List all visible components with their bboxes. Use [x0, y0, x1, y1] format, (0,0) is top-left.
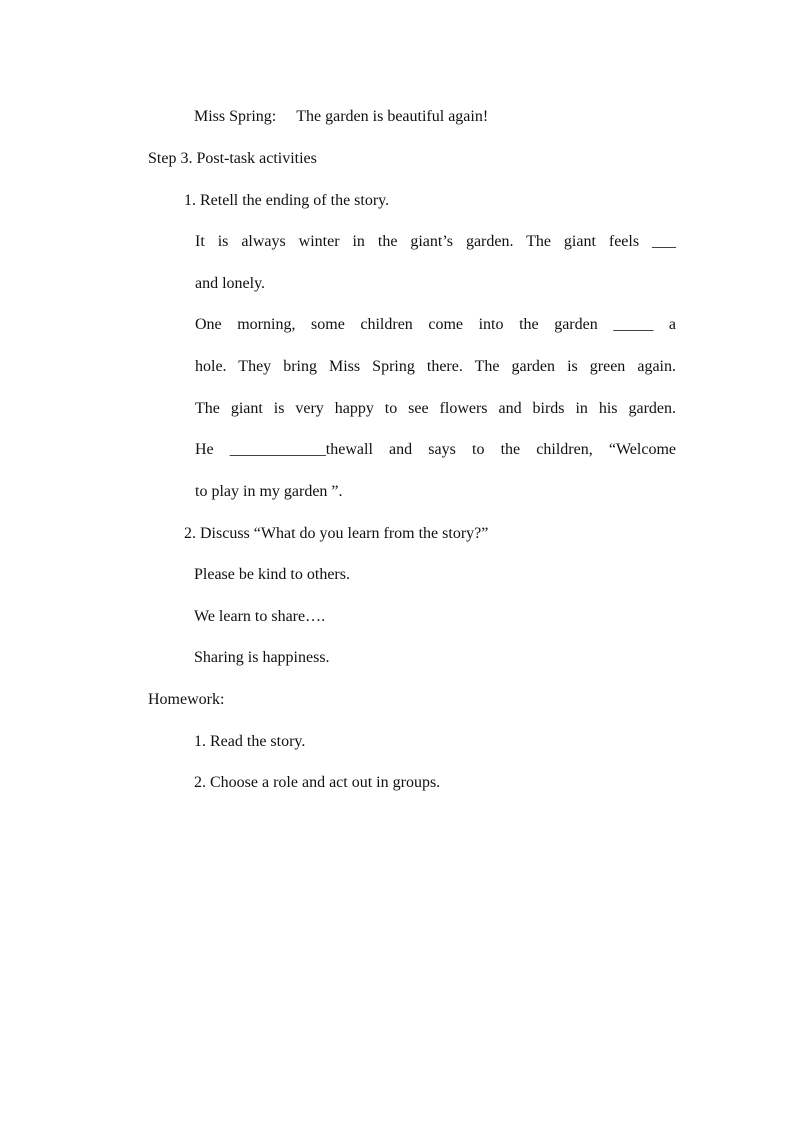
homework-item-1: 1. Read the story.	[194, 733, 306, 750]
dialogue-speaker: Miss Spring:	[194, 108, 277, 125]
retell-line-1: It is always winter in the giant’s garden. The giant feels ___	[195, 233, 676, 250]
task1-label: 1. Retell the ending of the story.	[184, 192, 390, 209]
dialogue-line	[194, 107, 488, 127]
retell-line-4: hole. They bring Miss Spring there. The garden is green again.	[195, 358, 676, 375]
homework-item-2: 2. Choose a role and act out in groups.	[194, 774, 441, 791]
retell-line-3: One morning, some children come into the garden _____ a	[195, 316, 676, 333]
retell-line-5: The giant is very happy to see flowers and birds in his garden.	[195, 400, 676, 417]
answer-line-1: Please be kind to others.	[194, 566, 350, 583]
answer-line-2: We learn to share….	[194, 608, 326, 625]
task2-label: 2. Discuss “What do you learn from the story?”	[184, 525, 489, 542]
dialogue-text: The garden is beautiful again!	[296, 108, 489, 125]
homework-heading: Homework:	[148, 691, 225, 708]
retell-line-2: and lonely.	[195, 275, 266, 292]
step3-heading: Step 3. Post-task activities	[148, 150, 317, 167]
retell-line-6: He ____________thewall and says to the children, “Welcome	[195, 441, 676, 458]
answer-line-3: Sharing is happiness.	[194, 649, 330, 666]
retell-line-7: to play in my garden ”.	[195, 483, 343, 500]
